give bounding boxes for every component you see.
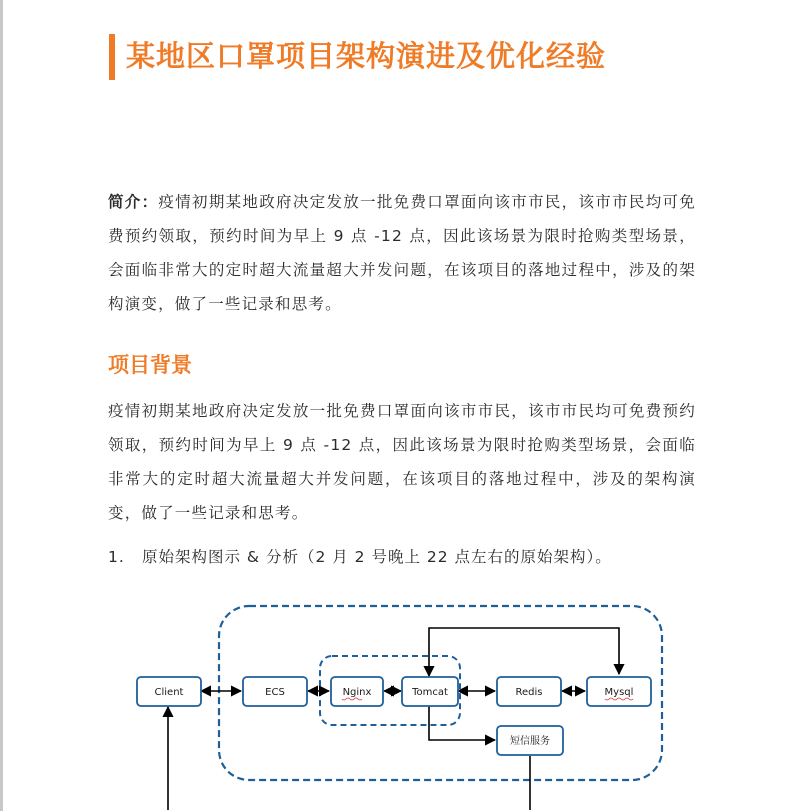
- section-heading-background: 项目背景: [108, 353, 192, 377]
- architecture-diagram: [0, 596, 791, 811]
- document-title: 某地区口罩项目架构演进及优化经验: [126, 39, 607, 73]
- background-paragraph: 疫情初期某地政府决定发放一批免费口罩面向该市市民，该市市民均可免费预约领取，预约时间为早上 9 点 -12 点，因此该场景为限时抢购类型场景，会面临非常大的定时超大流量超大并发问题，在该项目的落地过程中，涉及的架构演变，做了一些记录和思考。: [108, 402, 696, 522]
- list-item: [108, 542, 612, 572]
- title-accent-bar: [109, 34, 115, 80]
- list-item-text: 原始架构图示 & 分析（2 月 2 号晚上 22 点左右的原始架构）。: [142, 548, 612, 566]
- node-redis: [497, 677, 561, 706]
- node-ecs: [243, 677, 307, 706]
- node-client: [137, 677, 201, 706]
- connector-tomcat-sms: [429, 706, 495, 740]
- node-mysql: [587, 677, 651, 706]
- node-nginx: [331, 677, 383, 706]
- node-tomcat: [402, 677, 458, 706]
- intro-label: 简介：: [108, 193, 159, 211]
- intro-text: 疫情初期某地政府决定发放一批免费口罩面向该市市民，该市市民均可免费预约领取，预约时间为早上 9 点 -12 点，因此该场景为限时抢购类型场景，会面临非常大的定时超大流量超大并发问题，在该项目的落地过程中，涉及的架构演变，做了一些记录和思考。: [108, 193, 697, 313]
- node-tomcat-label: Tomcat: [412, 687, 448, 698]
- node-client-label: Client: [154, 687, 184, 698]
- node-mysql-label: Mysql: [604, 687, 634, 698]
- intro-paragraph: [108, 185, 696, 321]
- node-sms-service: [497, 726, 563, 755]
- list-item-number: 1.: [108, 548, 125, 566]
- node-ecs-label: ECS: [265, 687, 285, 698]
- node-nginx-label: Nginx: [342, 687, 372, 698]
- node-redis-label: Redis: [515, 687, 543, 698]
- connector-tomcat-mysql: [429, 628, 619, 676]
- node-sms-label: 短信服务: [510, 736, 550, 747]
